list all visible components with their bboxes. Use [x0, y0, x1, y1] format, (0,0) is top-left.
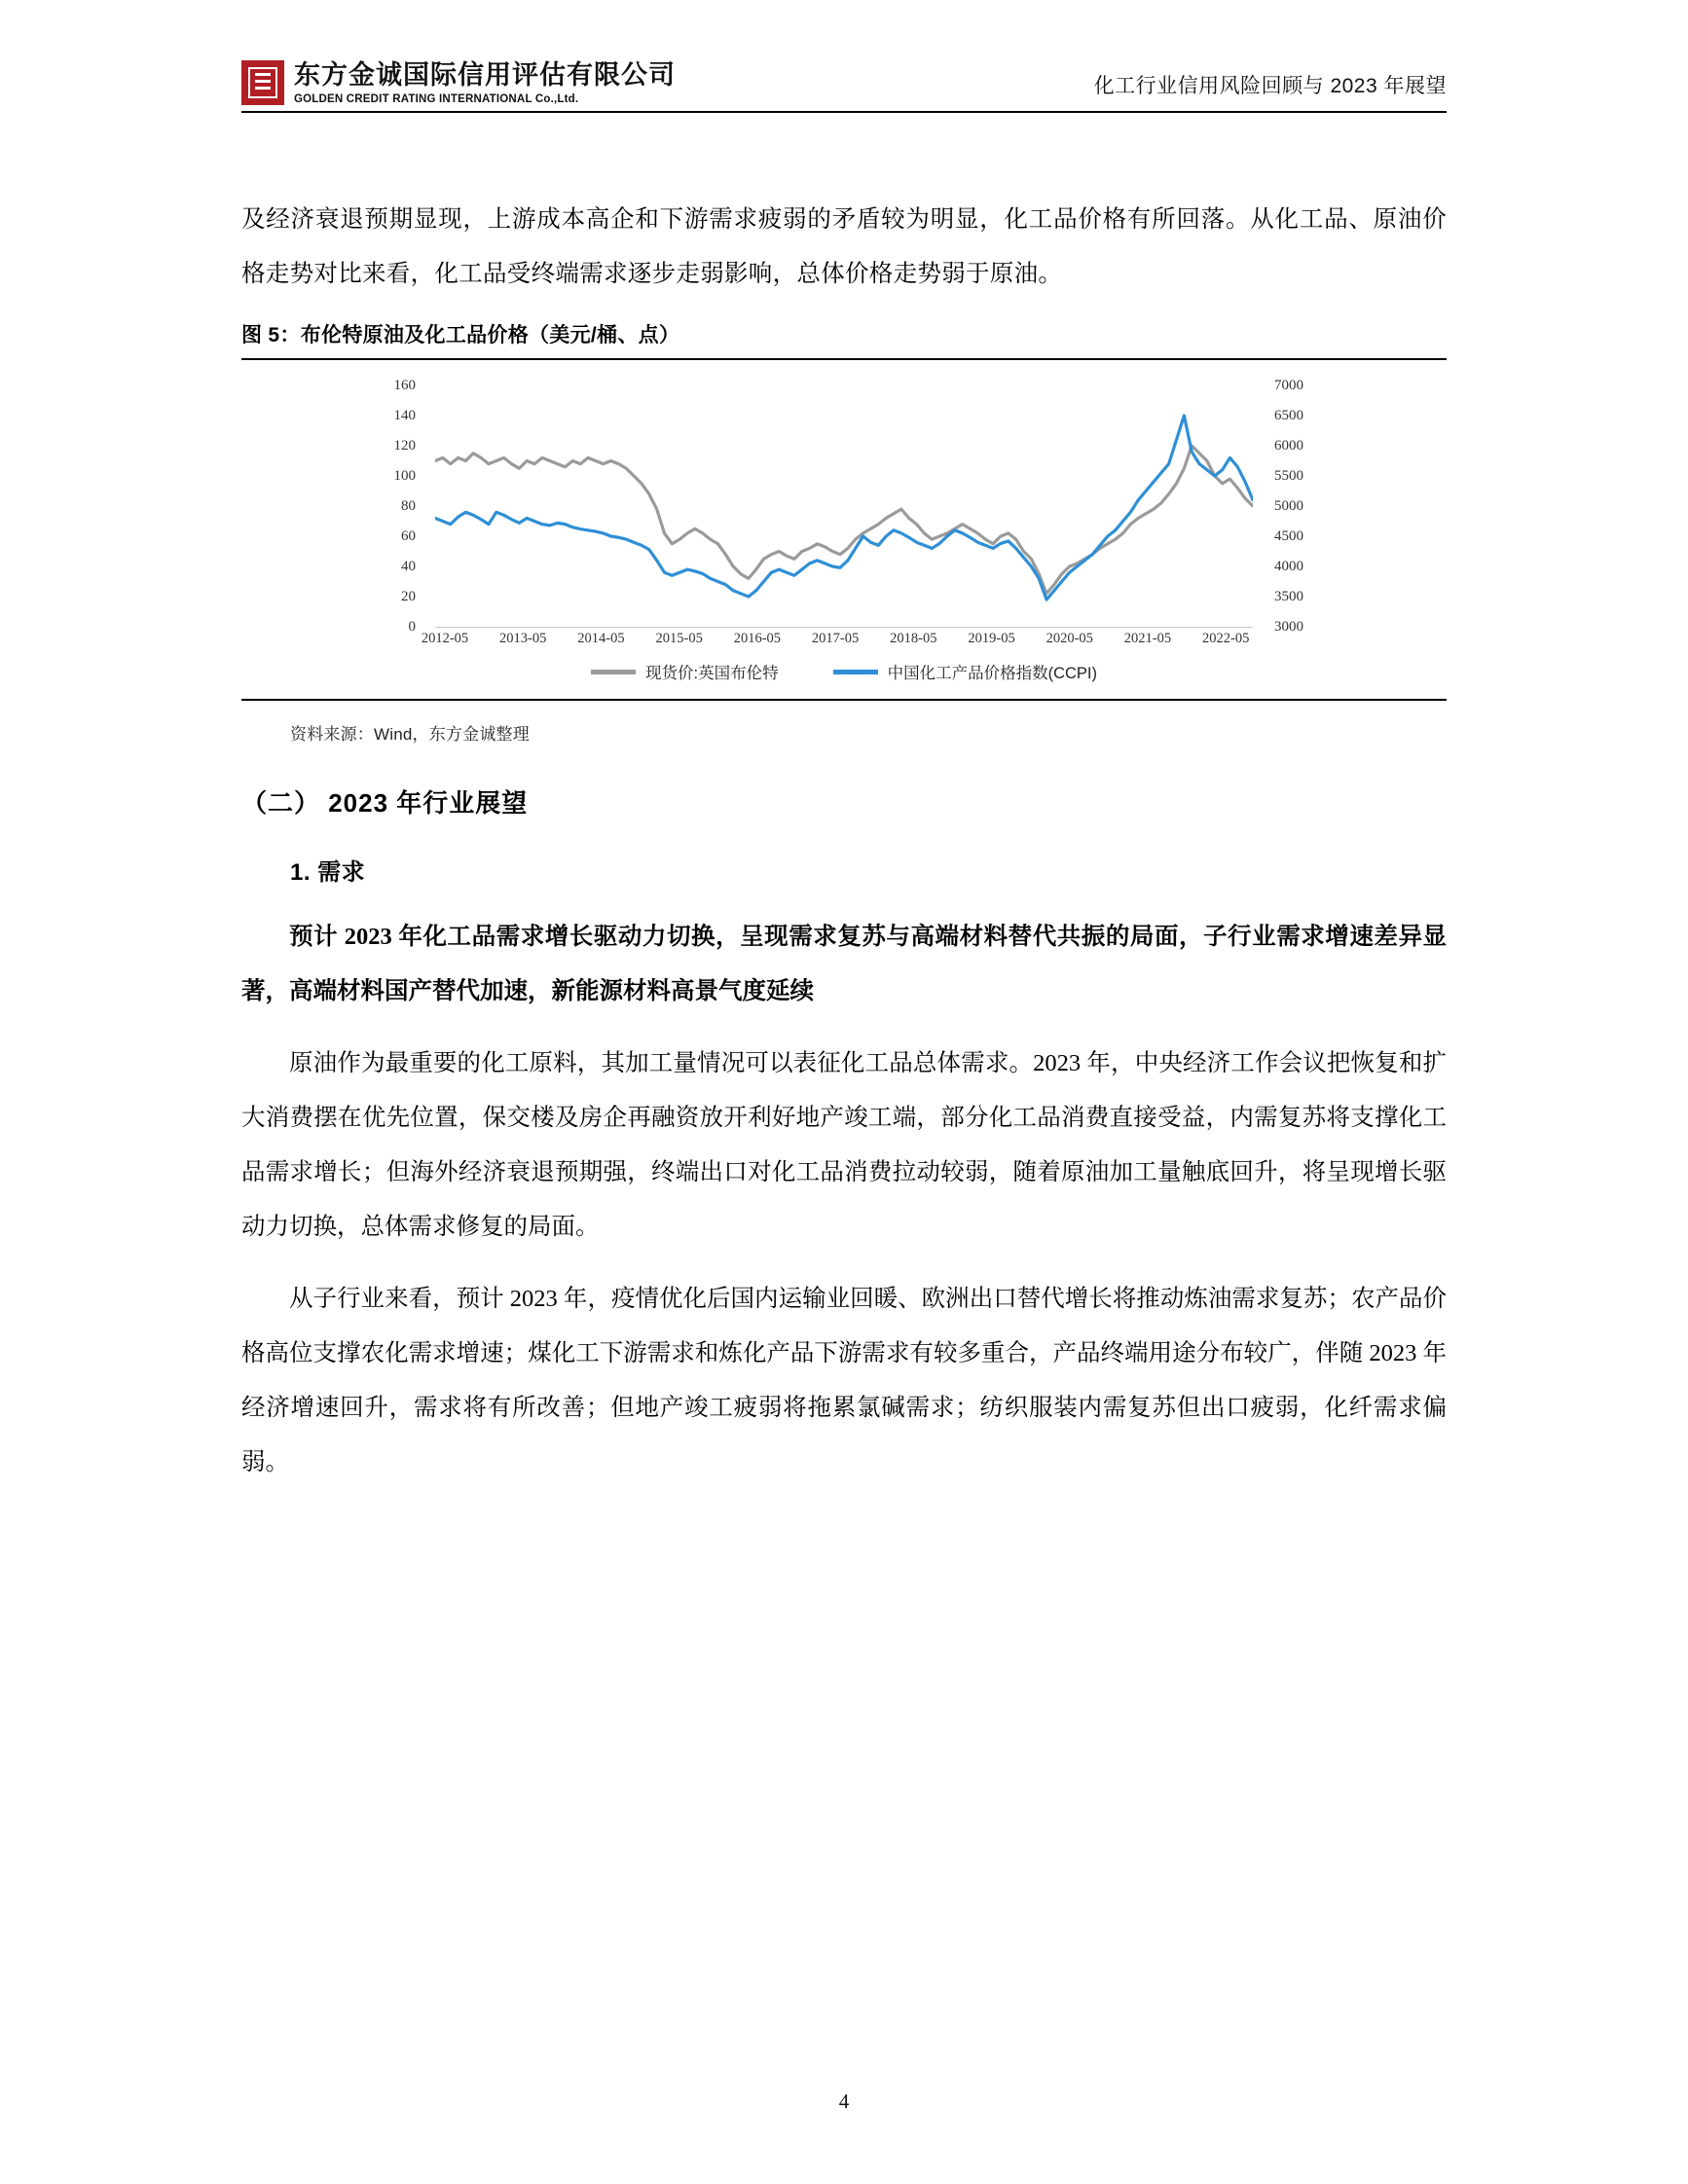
document-title: 化工行业信用风险回顾与 2023 年展望 [1093, 75, 1447, 97]
legend-swatch-icon [591, 670, 636, 674]
chart-legend [318, 660, 1370, 683]
series-ccpi-line [435, 416, 1253, 600]
x-axis-line [435, 627, 1253, 628]
legend-swatch-icon [833, 670, 878, 674]
legend-label: 现货价:英国布伦特 [644, 665, 779, 682]
x-tick: 2017-05 [811, 631, 860, 646]
x-tick: 2018-05 [890, 631, 937, 646]
y-axis-right: 3000 3500 4000 4500 5000 5500 6000 6500 7000 [1274, 378, 1303, 635]
x-tick: 2020-05 [1046, 631, 1093, 646]
body-paragraph-2: 从子行业来看，预计 2023 年，疫情优化后国内运输业回暖、欧洲出口替代增长将推动炼油需求复苏；农产品价格高位支撑农化需求增速；煤化工下游需求和炼化产品下游需求有较多重合，产品终端用途分布较广，伴随 2023 年经济增速回升，需求将有所改善；但地产竣工疲弱将拖累氯碱需求；纺织服装内需复苏但出口疲弱，化纤需求偏弱。 [241, 1286, 1447, 1475]
legend-label: 中国化工产品价格指数(CCPI) [887, 665, 1097, 682]
x-axis [421, 631, 1253, 652]
page-content [241, 193, 1447, 1490]
chart-container [318, 376, 1370, 687]
company-name-en: GOLDEN CREDIT RATING INTERNATIONAL Co.,Ltd. [294, 92, 579, 105]
legend-item [833, 660, 1097, 683]
page-header [241, 60, 1447, 130]
section-heading: （二） 2023 年行业展望 [241, 788, 529, 818]
x-tick: 2012-05 [421, 631, 469, 646]
series-brent-line [435, 446, 1253, 594]
figure-5 [241, 358, 1447, 701]
legend-item [591, 660, 779, 683]
x-tick: 2015-05 [655, 631, 703, 646]
page-number: 4 [838, 2090, 850, 2113]
company-name-cn: 东方金诚国际信用评估有限公司 [294, 60, 676, 91]
x-tick: 2021-05 [1123, 631, 1172, 646]
figure-source: 资料来源：Wind，东方金诚整理 [290, 725, 530, 744]
x-tick: 2016-05 [733, 631, 782, 646]
lead-paragraph: 预计 2023 年化工品需求增长驱动力切换，呈现需求复苏与高端材料替代共振的局面，子行业需求增速差异显著，高端材料国产替代加速，新能源材料高景气度延续 [241, 924, 1447, 1004]
x-tick: 2013-05 [499, 631, 547, 646]
chart-plot [435, 385, 1253, 627]
figure-caption: 图 5：布伦特原油及化工品价格（美元/桶、点） [241, 324, 680, 346]
y-axis-left: 0 20 40 60 80 100 120 140 160 [393, 378, 416, 635]
x-tick: 2022-05 [1202, 631, 1250, 646]
x-tick: 2014-05 [577, 631, 625, 646]
body-paragraph-1: 原油作为最重要的化工原料，其加工量情况可以表征化工品总体需求。2023 年，中央经济工作会议把恢复和扩大消费摆在优先位置，保交楼及房企再融资放开利好地产竣工端，部分化工品消费直接受益，内需复苏将支撑化工品需求增长；但海外经济衰退预期强，终端出口对化工品消费拉动较弱，随着原油加工量触底回升，将呈现增长驱动力切换，总体需求修复的局面。 [241, 1050, 1447, 1240]
company-logo-icon [241, 60, 284, 105]
company-logo [241, 60, 676, 105]
intro-paragraph: 及经济衰退预期显现，上游成本高企和下游需求疲弱的矛盾较为明显，化工品价格有所回落。从化工品、原油价格走势对比来看，化工品受终端需求逐步走弱影响，总体价格走势弱于原油。 [241, 206, 1447, 287]
subsection-heading: 1. 需求 [290, 859, 366, 886]
x-tick: 2019-05 [968, 631, 1015, 646]
